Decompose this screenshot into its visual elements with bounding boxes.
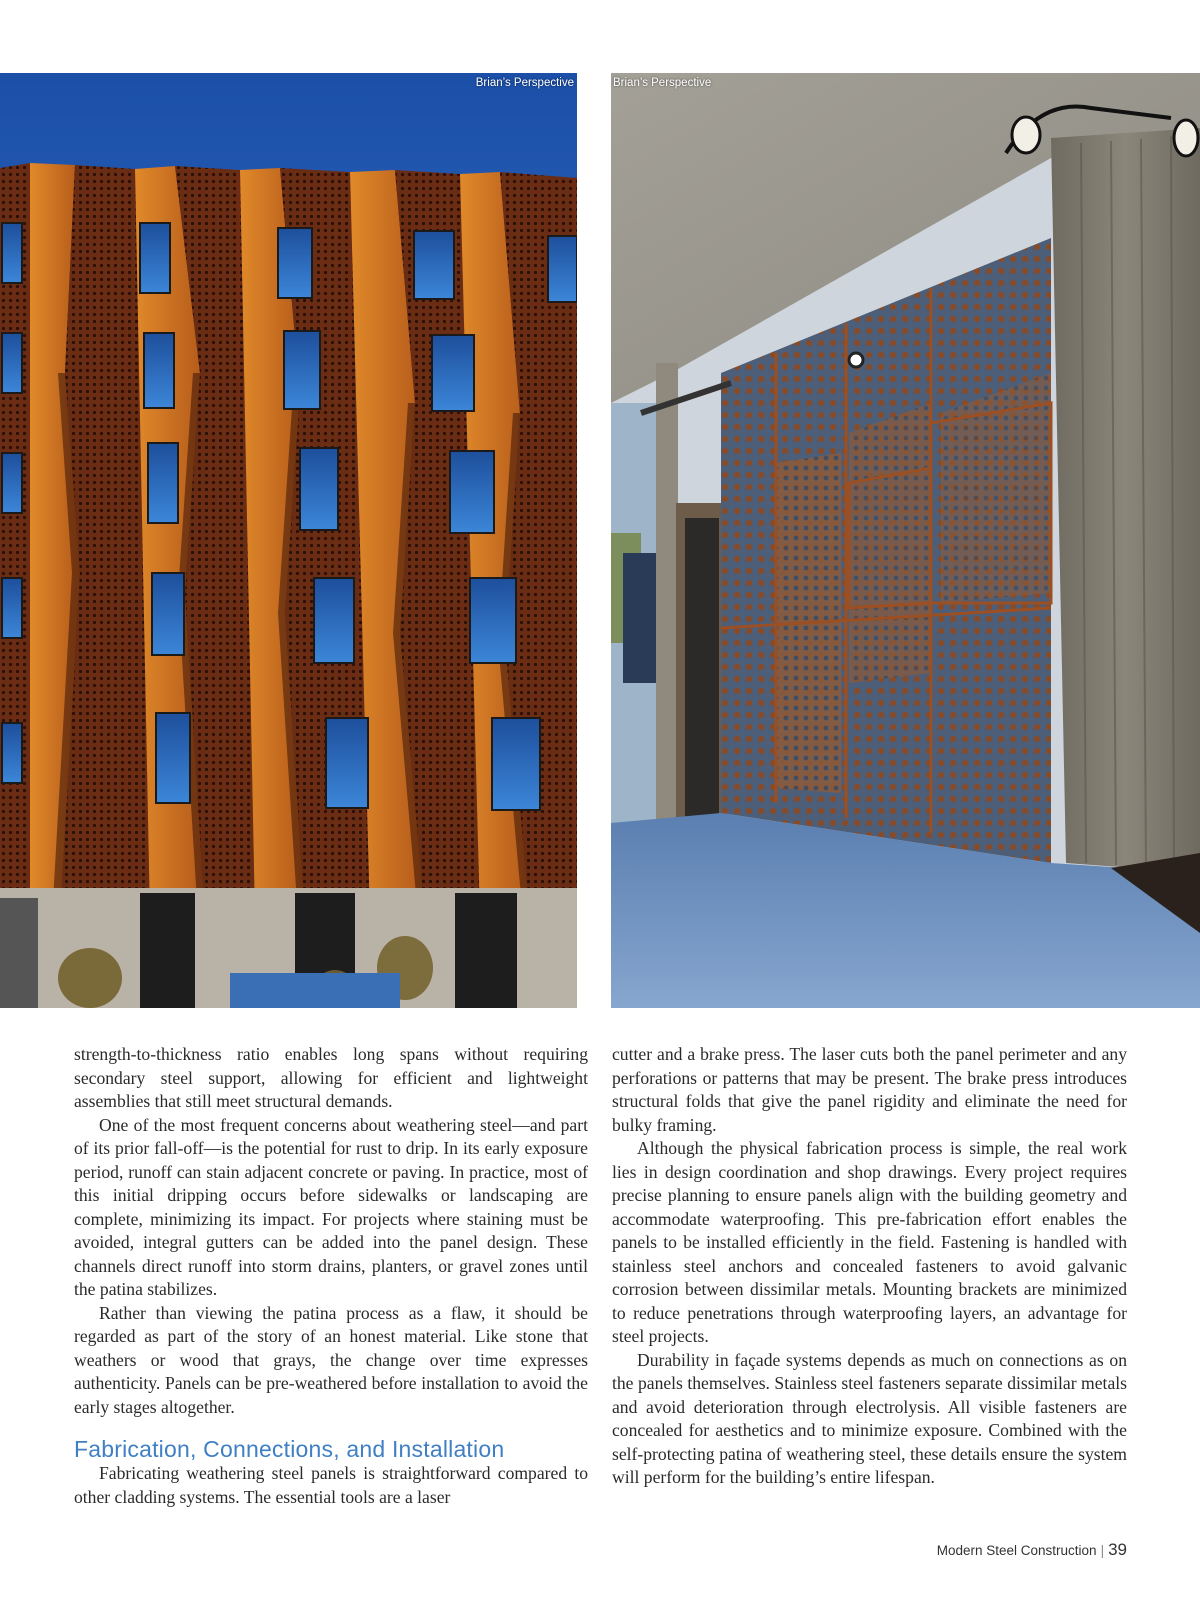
section-heading: Fabrication, Connections, and Installation bbox=[74, 1436, 505, 1462]
perforated-wall-photo-image bbox=[611, 73, 1200, 1008]
footer-separator: | bbox=[1100, 1543, 1105, 1558]
body-paragraph: Fabricating weathering steel panels is straightforward compared to other cladding systems. The essential tools are a laser bbox=[74, 1463, 588, 1507]
photo-credit: Brian’s Perspective bbox=[613, 77, 712, 89]
body-paragraph: cutter and a brake press. The laser cuts both the panel perimeter and any perforations or patterns that may be present. The brake press introduces structural folds that give the panel rigidity and eliminate the need for bulky framing. bbox=[612, 1044, 1127, 1135]
body-paragraph: strength-to-thickness ratio enables long spans without requiring secondary steel support, allowing for efficient and lightweight assemblies that still meet structural demands. bbox=[74, 1044, 588, 1111]
facade-photo-image bbox=[0, 73, 577, 1008]
perforated-wall-photo bbox=[611, 73, 1200, 1008]
article-column-left bbox=[74, 1043, 588, 1509]
publication-name: Modern Steel Construction bbox=[936, 1543, 1097, 1558]
body-paragraph: One of the most frequent concerns about weathering steel—and part of its prior fall-off—is the potential for rust to drip. In its early exposure period, runoff can stain adjacent concrete or paving. In practice, most of this initial dripping occurs before sidewalks or landscaping are complete, minimizing its impact. For projects where staining must be avoided, integral gutters can be added into the panel design. These channels direct runoff into storm drains, planters, or gravel zones until the patina stabilizes. bbox=[74, 1114, 588, 1299]
page-number: 39 bbox=[1108, 1540, 1127, 1559]
page-footer bbox=[937, 1540, 1127, 1560]
article-column-right bbox=[612, 1043, 1127, 1490]
body-paragraph: Durability in façade systems depends as much on connections as on the panels themselves. Stainless steel fasteners separate dissimilar metals and avoid deterioration through electrolysis. All visible fasteners are concealed for aesthetics and to minimize exposure. Combined with the self-protecting patina of weathering steel, these details ensure the system will perform for the building’s entire lifespan. bbox=[612, 1349, 1127, 1487]
body-paragraph: Although the physical fabrication process is simple, the real work lies in design coordination and shop drawings. Every project requires precise planning to ensure panels align with the building geometry and accommodate waterproofing. This pre-fabrication effort enables the panels to be installed efficiently in the field. Fastening is handled with stainless steel anchors and concealed fasteners to avoid galvanic corrosion between dissimilar metals. Mounting brackets are minimized to reduce penetrations through waterproofing layers, an advantage for steel projects. bbox=[612, 1138, 1127, 1346]
photo-credit: Brian’s Perspective bbox=[475, 77, 574, 89]
body-paragraph: Rather than viewing the patina process as a flaw, it should be regarded as part of the story of an honest material. Like stone that weathers or wood that grays, the change over time expresses authenticity. Panels can be pre-weathered before installation to avoid the early stages altogether. bbox=[74, 1302, 588, 1417]
facade-photo bbox=[0, 73, 577, 1008]
